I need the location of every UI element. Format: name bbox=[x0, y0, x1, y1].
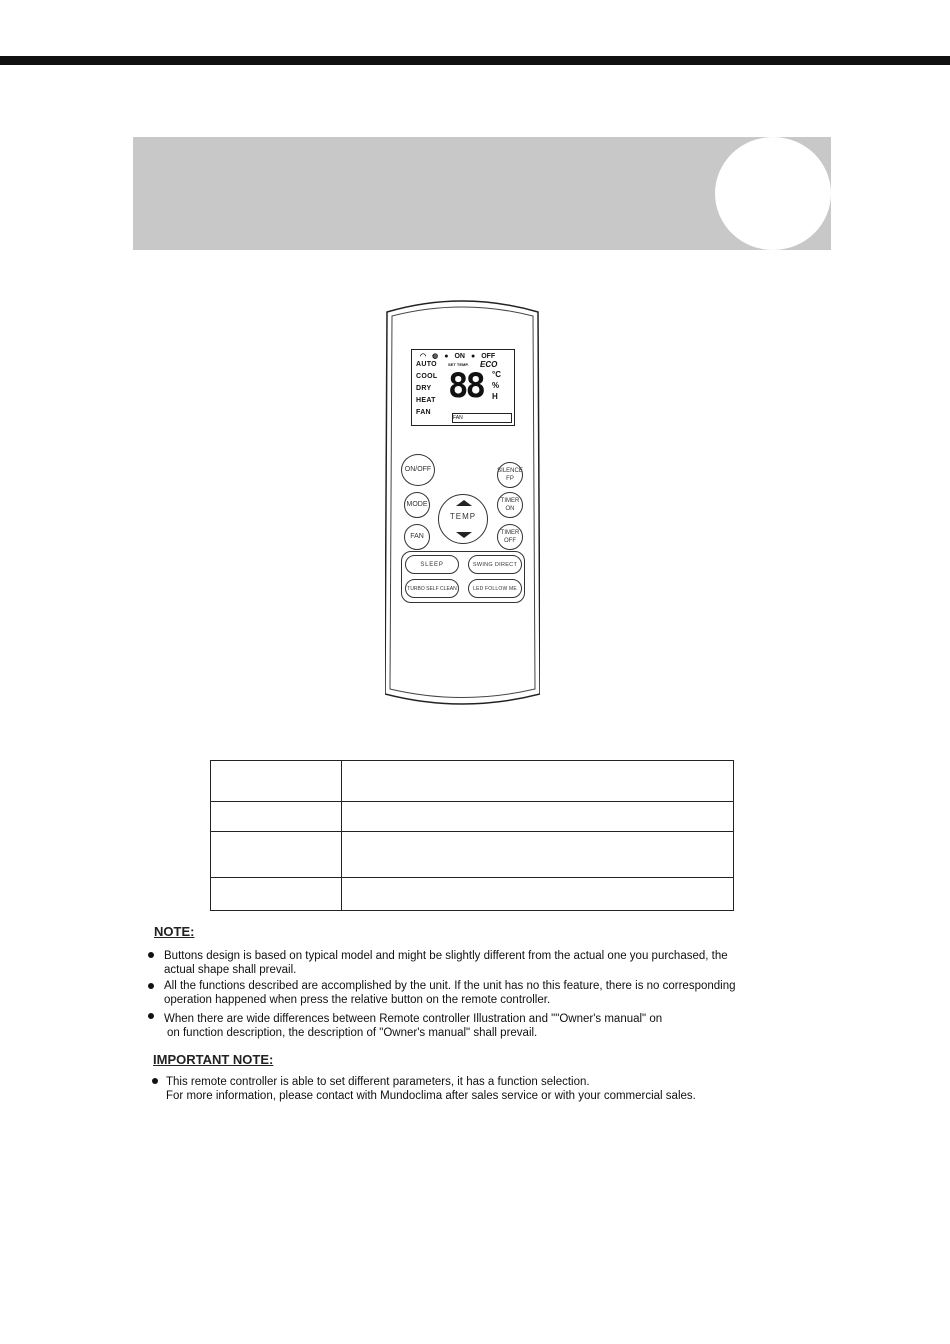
important-note-heading: IMPORTANT NOTE: bbox=[153, 1052, 274, 1067]
lcd-unit-h: H bbox=[492, 392, 498, 401]
note-heading: NOTE: bbox=[154, 924, 195, 939]
specification-table bbox=[210, 760, 734, 911]
lcd-set-temp: SET TEMP. bbox=[448, 362, 469, 367]
led-follow-me-button[interactable]: LED FOLLOW ME bbox=[468, 579, 522, 598]
table-cell bbox=[211, 802, 342, 832]
lcd-temperature-digits: 88 bbox=[448, 366, 483, 406]
table-cell bbox=[211, 878, 342, 911]
note-item-3 bbox=[164, 1012, 662, 1040]
lcd-timer-off: OFF bbox=[481, 352, 496, 360]
note-item-1-line1: Buttons design is based on typical model and might be slightly different from the actual one you purchased, the bbox=[164, 950, 728, 962]
bullet-icon bbox=[148, 983, 154, 989]
bullet-icon bbox=[148, 952, 154, 958]
table-row bbox=[211, 878, 734, 911]
important-note-item-1-line1: This remote controller is able to set different parameters, it has a function selection. bbox=[166, 1076, 590, 1088]
timer-off-button[interactable]: TIMER OFF bbox=[497, 524, 523, 550]
note-item-2-line2: operation happened when press the relative button on the remote controller. bbox=[164, 994, 551, 1006]
wifi-icon: ◠ bbox=[420, 353, 427, 360]
lcd-mode-cool: COOL bbox=[416, 373, 438, 380]
lcd-eco: ECO bbox=[480, 360, 498, 369]
note-item-2 bbox=[164, 979, 736, 1007]
temp-button[interactable] bbox=[438, 494, 488, 544]
on-off-button[interactable]: ON/OFF bbox=[401, 454, 435, 486]
lcd-unit-percent: % bbox=[492, 381, 500, 390]
table-cell bbox=[211, 832, 342, 878]
lcd-display bbox=[411, 349, 515, 426]
section-banner bbox=[133, 137, 831, 250]
remote-controller-illustration bbox=[385, 296, 540, 706]
fan-button[interactable]: FAN bbox=[404, 524, 430, 550]
clock-on-icon: ● bbox=[444, 352, 449, 360]
lcd-mode-auto: AUTO bbox=[416, 361, 437, 368]
clock-off-icon: ● bbox=[470, 352, 476, 360]
lcd-unit-c: °C bbox=[492, 370, 501, 379]
table-cell bbox=[342, 802, 734, 832]
power-icon: ◍ bbox=[432, 353, 439, 360]
timer-on-button[interactable]: TIMER ON bbox=[497, 492, 523, 518]
swing-direct-button[interactable]: SWING DIRECT bbox=[468, 555, 522, 574]
lcd-mode-heat: HEAT bbox=[416, 397, 436, 404]
table-cell bbox=[342, 761, 734, 802]
table-row bbox=[211, 802, 734, 832]
bullet-icon bbox=[152, 1078, 158, 1084]
note-item-3-line1: When there are wide differences between Remote controller Illustration and ""Owner's manual" on bbox=[164, 1013, 663, 1025]
mode-button[interactable]: MODE bbox=[404, 492, 430, 518]
sleep-button[interactable]: SLEEP bbox=[405, 555, 459, 574]
important-note-item-1-line2: For more information, please contact with Mundoclima after sales service or with your commercial sales. bbox=[166, 1090, 696, 1102]
function-button-group bbox=[401, 551, 525, 603]
note-item-1 bbox=[164, 949, 728, 977]
table-cell bbox=[211, 761, 342, 802]
temp-up-arrow-icon[interactable] bbox=[456, 500, 472, 506]
lcd-fan-label: FAN bbox=[453, 415, 463, 421]
lcd-timer-on: ON bbox=[454, 352, 465, 360]
important-note-item-1 bbox=[166, 1075, 696, 1103]
lcd-fan-speed-bar bbox=[452, 413, 512, 423]
temp-down-arrow-icon[interactable] bbox=[456, 532, 472, 538]
note-item-3-line2: on function description, the description of "Owner's manual" shall prevail. bbox=[167, 1027, 538, 1039]
banner-circle bbox=[715, 137, 831, 250]
silence-fp-button[interactable]: SILENCE FP bbox=[497, 462, 523, 488]
table-row bbox=[211, 832, 734, 878]
note-item-2-line1: All the functions described are accomplished by the unit. If the unit has no this feature, there is no corresponding bbox=[164, 980, 736, 992]
table-row bbox=[211, 761, 734, 802]
note-item-1-line2: actual shape shall prevail. bbox=[164, 964, 297, 976]
lcd-mode-fan: FAN bbox=[416, 409, 431, 416]
temp-label: TEMP bbox=[449, 512, 477, 521]
turbo-self-clean-button[interactable]: TURBO SELF CLEAN bbox=[405, 579, 459, 598]
table-cell bbox=[342, 878, 734, 911]
table-cell bbox=[342, 832, 734, 878]
lcd-top-row bbox=[420, 352, 495, 360]
lcd-mode-dry: DRY bbox=[416, 385, 432, 392]
bullet-icon bbox=[148, 1013, 154, 1019]
header-rule bbox=[0, 56, 950, 65]
